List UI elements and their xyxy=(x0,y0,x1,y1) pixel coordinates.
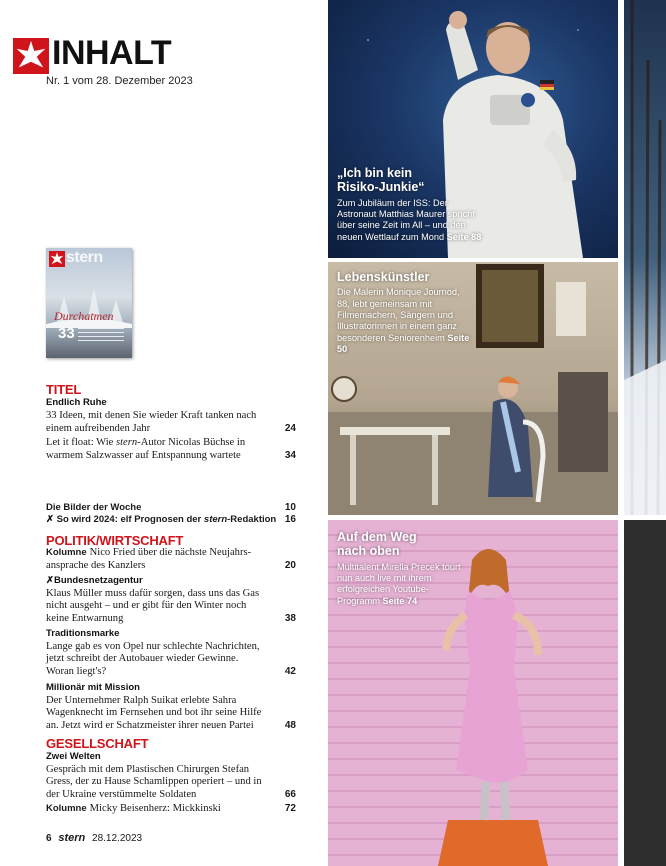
singer-photo[interactable] xyxy=(328,520,618,866)
astronaut-photo[interactable] xyxy=(328,0,618,258)
footer-page-number: 6 xyxy=(46,833,52,844)
toc-entry-page: 48 xyxy=(284,719,296,731)
toc-entry[interactable] xyxy=(46,682,296,732)
toc-entry[interactable] xyxy=(46,803,296,816)
toc-kicker-endlich-ruhe xyxy=(46,397,296,410)
toc-entry-text: Klaus Müller muss dafür sorgen, dass uns das Gas nicht ausgeht – und er gibt für den Winter noch keine Entwarnung xyxy=(46,587,260,624)
toc-entry-page: 66 xyxy=(284,788,296,800)
toc-kicker: Millionär mit Mission xyxy=(46,682,140,693)
toc-short-text: Die Bilder der Woche xyxy=(46,502,142,513)
toc-entry[interactable] xyxy=(46,437,296,462)
toc-kicker: ✗Bundesnetzagentur xyxy=(46,575,143,586)
section-heading-titel: TITEL xyxy=(46,382,82,397)
stern-logo-star-icon xyxy=(13,38,49,74)
footer-magazine-name: stern xyxy=(58,832,86,844)
snowy-forest-strip-image xyxy=(624,0,666,515)
highlight-bolt-icon: ✗ xyxy=(46,514,54,525)
magazine-cover-thumbnail[interactable] xyxy=(46,248,132,358)
singer-page-ref: Seite 74 xyxy=(382,595,418,606)
toc-short-text: So wird 2024: elf Prognosen der stern-Redaktion xyxy=(56,514,277,525)
toc-entry-text: Gespräch mit dem Plastischen Chirurgen Stefan Gress, der zu Hause Schamlippen operiert – und in der Ukraine verstümmelte Soldaten xyxy=(46,763,262,800)
issue-date: Nr. 1 vom 28. Dezember 2023 xyxy=(46,75,193,87)
artist-photo[interactable] xyxy=(328,262,618,515)
toc-short-entry[interactable] xyxy=(46,502,296,514)
cover-subline-text xyxy=(78,328,124,342)
highlight-bolt-icon: ✗ xyxy=(46,575,54,586)
toc-entry[interactable] xyxy=(46,628,296,678)
toc-entry[interactable] xyxy=(46,410,296,435)
footer-date: 28.12.2023 xyxy=(92,833,143,844)
toc-entry-page: 72 xyxy=(284,803,296,814)
toc-entry[interactable] xyxy=(46,751,296,801)
section-heading-politik-wirtschaft: POLITIK/WIRTSCHAFT xyxy=(46,533,184,548)
toc-entry-text: Kolumne Micky Beisenherz: Mickkinski xyxy=(46,803,221,814)
toc-entry-text: Let it float: Wie stern-Autor Nicolas Büchse in warmem Salzwasser auf Entspannung wartete xyxy=(46,437,246,461)
toc-entry-text: Der Unternehmer Ralph Suikat erlebte Sahra Wagenknecht im Fernsehen und bot ihr seine Hilfe an. Jetzt wird er Schatzmeister ihrer neuen Partei xyxy=(46,694,262,731)
cover-headline: Durchatmen xyxy=(54,309,114,323)
toc-entry-text: 33 Ideen, mit denen Sie wieder Kraft tanken nach einem aufreibenden Jahr xyxy=(46,410,257,434)
page-title: INHALT xyxy=(52,34,172,72)
toc-entry-page: 38 xyxy=(284,612,296,624)
toc-kicker: Traditionsmarke xyxy=(46,628,120,639)
toc-entry[interactable] xyxy=(46,575,296,625)
cover-number: 33 xyxy=(58,325,75,342)
toc-short-entry[interactable] xyxy=(46,514,296,526)
dark-strip xyxy=(624,520,666,866)
toc-entry-page: 34 xyxy=(284,449,296,461)
toc-entry-page: 16 xyxy=(284,514,296,525)
toc-entry-text: Kolumne Nico Fried über die nächste Neujahrsansprache des Kanzlers xyxy=(46,547,252,571)
toc-entry-page: 24 xyxy=(284,422,296,434)
toc-kicker: Endlich Ruhe xyxy=(46,397,107,408)
toc-entry-page: 10 xyxy=(284,502,296,513)
astronaut-page-ref: Seite 88 xyxy=(446,231,482,242)
section-heading-gesellschaft: GESELLSCHAFT xyxy=(46,736,149,751)
toc-entry[interactable] xyxy=(46,547,296,572)
artist-page-ref: Seite 50 xyxy=(337,332,470,354)
toc-kicker: Zwei Welten xyxy=(46,751,101,762)
artist-caption: Lebenskünstler Die Malerin Monique Journod, 88, lebt gemeinsam mit Filmemachern, Sängern und Illustratorinnen in einem ganz besonderen Seniorenheim Seite 50 xyxy=(337,270,470,354)
astronaut-caption: „Ich bin kein Risiko-Junkie“ Zum Jubiläum der ISS: Der Astronaut Matthias Maurer spricht über seine Zeit im All – und den neuen Wettlauf zum Mond Seite 88 xyxy=(337,166,482,242)
page-footer xyxy=(46,833,142,844)
cover-brand: stern xyxy=(66,249,103,266)
toc-entry-page: 42 xyxy=(284,665,296,677)
singer-caption: Auf dem Weg nach oben Multitalent Mirella Precek tourt nun auch live mit ihrem erfolgreichen Youtube-Programm Seite 74 xyxy=(337,530,461,606)
toc-entry-page: 20 xyxy=(284,559,296,571)
toc-entry-text: Lange gab es von Opel nur schlechte Nachrichten, jetzt schreibt der Autobauer wieder Gewinne. Woran liegt's? xyxy=(46,640,260,677)
cover-star-icon xyxy=(49,251,65,267)
